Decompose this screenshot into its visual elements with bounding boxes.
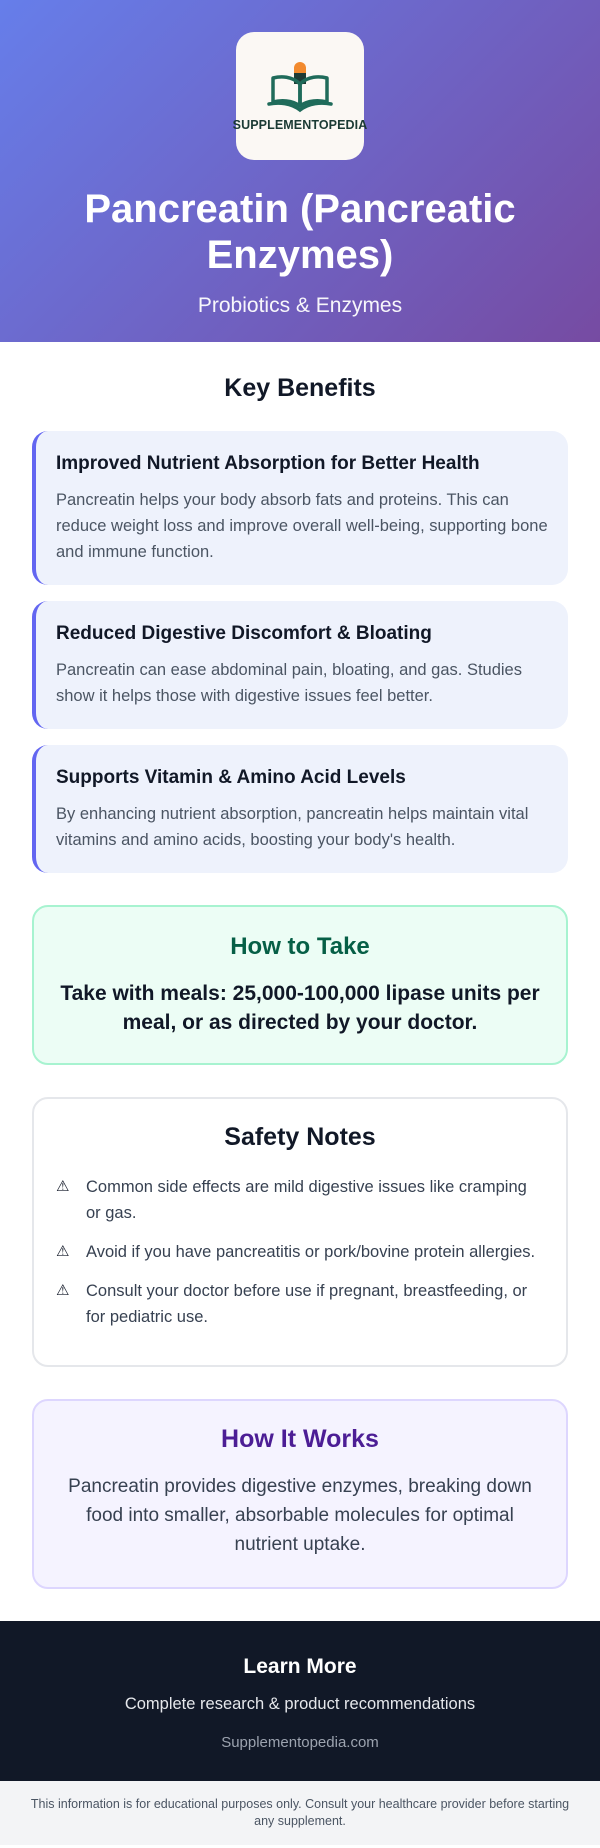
how-it-works-text: Pancreatin provides digestive enzymes, breaking down food into smaller, absorbable molecules for optimal nutrient uptake. xyxy=(68,1476,532,1555)
learn-more-footer xyxy=(0,1621,600,1781)
hero-header xyxy=(0,0,600,342)
how-it-works-card xyxy=(32,1399,568,1589)
benefit-title: Reduced Digestive Discomfort & Bloating xyxy=(56,623,432,644)
safety-item-text: Common side effects are mild digestive issues like cramping or gas. xyxy=(86,1178,527,1222)
how-to-take-card xyxy=(32,905,568,1065)
brand-logo[interactable] xyxy=(232,32,368,160)
safety-notes-card xyxy=(32,1097,568,1367)
dosage-text: Take with meals: 25,000-100,000 lipase units per meal, or as directed by your doctor. xyxy=(60,982,540,1034)
safety-list xyxy=(56,1174,544,1330)
benefits-heading: Key Benefits xyxy=(224,374,376,402)
logo-text: SUPPLEMENTOPEDIA xyxy=(232,118,368,132)
benefit-title: Improved Nutrient Absorption for Better Health xyxy=(56,453,480,474)
category-label: Probiotics & Enzymes xyxy=(197,294,403,317)
safety-item xyxy=(56,1239,544,1265)
benefit-text: Pancreatin can ease abdominal pain, bloating, and gas. Studies show it helps those with digestive issues feel better. xyxy=(56,661,522,705)
safety-item xyxy=(56,1174,544,1226)
disclaimer: This information is for educational purposes only. Consult your healthcare provider before starting any supplement. xyxy=(0,1781,600,1845)
main-content xyxy=(0,374,600,1589)
book-pill-logo-icon xyxy=(267,60,333,114)
benefit-text: By enhancing nutrient absorption, pancreatin helps maintain vital vitamins and amino acids, boosting your body's health. xyxy=(56,805,529,849)
learn-more-heading: Learn More xyxy=(243,1655,357,1678)
how-it-works-heading: How It Works xyxy=(221,1425,379,1453)
site-link[interactable]: Supplementopedia.com xyxy=(221,1734,379,1751)
page-title: Pancreatin (Pancreatic Enzymes) xyxy=(84,187,516,277)
benefit-title: Supports Vitamin & Amino Acid Levels xyxy=(56,767,406,788)
warning-icon: ⚠ xyxy=(56,1282,70,1299)
safety-heading: Safety Notes xyxy=(224,1123,376,1151)
safety-item xyxy=(56,1278,544,1330)
safety-item-text: Avoid if you have pancreatitis or pork/bovine protein allergies. xyxy=(86,1243,536,1261)
benefit-text: Pancreatin helps your body absorb fats and proteins. This can reduce weight loss and improve overall well-being, supporting bone and immune function. xyxy=(56,491,548,561)
warning-icon: ⚠ xyxy=(56,1243,70,1260)
benefit-card xyxy=(32,431,568,585)
benefit-card xyxy=(32,601,568,729)
learn-more-subtitle: Complete research & product recommendations xyxy=(124,1695,476,1713)
benefit-card xyxy=(32,745,568,873)
how-to-take-heading: How to Take xyxy=(230,933,370,960)
safety-item-text: Consult your doctor before use if pregnant, breastfeeding, or for pediatric use. xyxy=(86,1282,528,1326)
warning-icon: ⚠ xyxy=(56,1178,70,1195)
